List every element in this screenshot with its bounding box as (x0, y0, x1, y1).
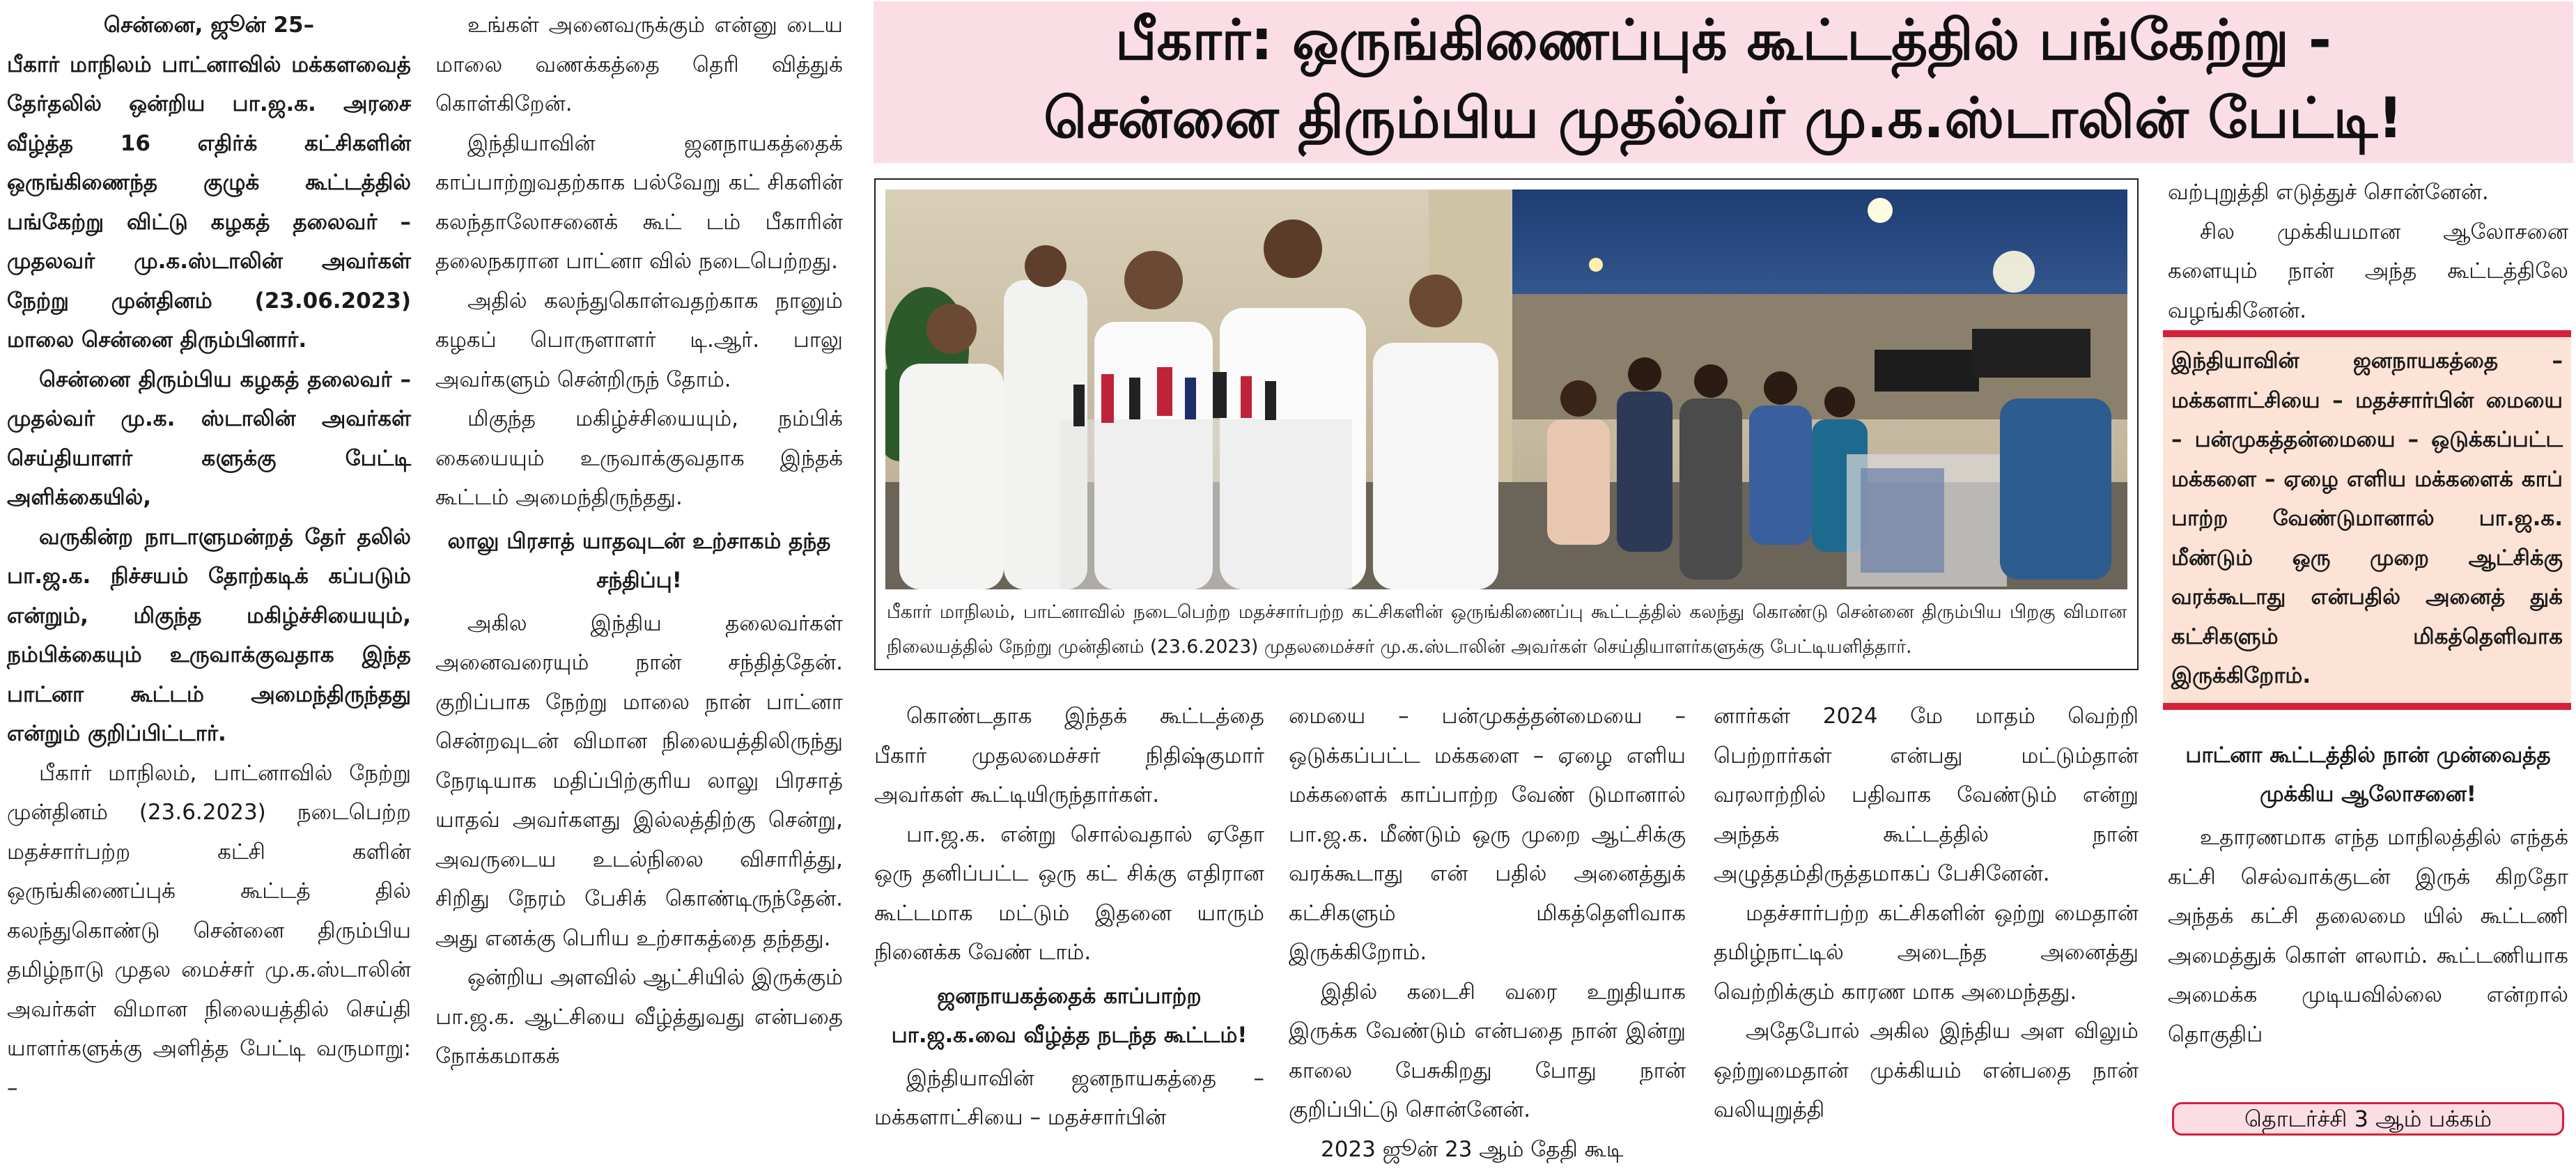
paragraph: ஒன்றிய அளவில் ஆட்சியில் இருக்கும் பா.ஜ.க. ஆட்சியை வீழ்த்துவது என்பதை நோக்கமாகக் (435, 958, 843, 1076)
paragraph: இந்தியாவின் ஜனநாயகத்தைக் காப்பாற்றுவதற்காக பல்வேறு கட் சிகளின் கலந்தாலோசனைக் கூட் டம் பீகாரின் தலைநகரான பாட்னா வில் நடைபெற்றது. (435, 124, 843, 281)
photo-caption: பீகார் மாநிலம், பாட்னாவில் நடைபெற்ற மதச்சார்பற்ற கட்சிகளின் ஒருங்கிணைப்பு கூட்டத்தில் கலந்து கொண்டு சென்னை திரும்பிய பிறகு விமான நிலையத்தில் நேற்று முன்தினம் (23.6.2023) முதலமைச்சர் மு.க.ஸ்டாலின் அவர்கள் செய்தியாளர்களுக்கு பேட்டியளித்தார். (887, 595, 2127, 665)
article-column-6 (2168, 173, 2568, 330)
paragraph: இந்தியாவின் ஜனநாயகத்தை – மக்களாட்சியை – மதச்சார்பின் (874, 1059, 1264, 1138)
dateline: சென்னை, ஜூன் 25– (7, 6, 411, 45)
press-conference-photo (885, 189, 2127, 589)
headline-banner (874, 1, 2573, 163)
article-column-2 (435, 6, 843, 1076)
pull-quote: இந்தியாவின் ஜனநாயகத்தை – மக்களாட்சியை – மதச்சார்பின் மையை – பன்முகத்தன்மையை – ஒடுக்கப்பட்ட மக்களை – ஏழை எளிய மக்களைக் காப் பாற்ற வேண்டுமானால் பா.ஜ.க. மீண்டும் ஒரு முறை ஆட்சிக்கு வரக்கூடாது என்பதில் அனைத் துக் கட்சிகளும் மிகத்தெளிவாக இருக்கிறோம். (2171, 341, 2563, 696)
lead-paragraph: பீகார் மாநிலம் பாட்னாவில் மக்களவைத் தேர்தலில் ஒன்றிய பா.ஜ.க. அரசை வீழ்த்த 16 எதிர்க் கட்சிகளின் ஒருங்கிணைந்த குழுக் கூட்டத்தில் பங்கேற்று விட்டு கழகத் தலைவர் – முதலவர் மு.க.ஸ்டாலின் அவர்கள் நேற்று முன்தினம் (23.06.2023) மாலை சென்னை திரும்பினார். (7, 45, 411, 360)
subheading: ஜனநாயகத்தைக் காப்பாற்ற பா.ஜ.க.வை வீழ்த்த நடந்த கூட்டம்! (874, 977, 1264, 1055)
paragraph: உதாரணமாக எந்த மாநிலத்தில் எந்தக் கட்சி செல்வாக்குடன் இருக் கிறதோ அந்தக் கட்சி தலைமை யில் கூட்டணி அமைத்துக் கொள் ளலாம். கூட்டணியாக அமைக்க முடியவில்லை என்றால் தொகுதிப் (2168, 818, 2568, 1054)
pull-quote-box (2163, 330, 2571, 710)
paragraph: வருகின்ற நாடாளுமன்றத் தேர் தலில் பா.ஜ.க. நிச்சயம் தோற்கடிக் கப்படும் என்றும், மிகுந்த மகிழ்ச்சியையும், நம்பிக்கையும் உருவாக்குவதாக இந்த பாட்னா கூட்டம் அமைந்திருந்தது என்றும் குறிப்பிட்டார். (7, 518, 411, 754)
paragraph: சில முக்கியமான ஆலோசனை களையும் நான் அந்த கூட்டத்திலே வழங்கினேன். (2168, 212, 2568, 331)
paragraph: மிகுந்த மகிழ்ச்சியையும், நம்பிக் கையையும் உருவாக்குவதாக இந்தக் கூட்டம் அமைந்திருந்தது. (435, 399, 843, 518)
paragraph: வற்புறுத்தி எடுத்துச் சொன்னேன். (2168, 173, 2568, 212)
paragraph: மையை – பன்முகத்தன்மையை – ஒடுக்கப்பட்ட மக்களை – ஏழை எளிய மக்களைக் காப்பாற்ற வேண் டுமானால் பா.ஜ.க. மீண்டும் ஒரு முறை ஆட்சிக்கு வரக்கூடாது என் பதில் அனைத்துக் கட்சிகளும் மிகத்தெளிவாக இருக்கிறோம். (1289, 697, 1686, 973)
article-column-5 (1714, 697, 2139, 1130)
paragraph: அகில இந்திய தலைவர்கள் அனைவரையும் நான் சந்தித்தேன். குறிப்பாக நேற்று மாலை நான் பாட்னா சென்றவுடன் விமான நிலையத்திலிருந்து நேரடியாக மதிப்பிற்குரிய லாலு பிரசாத் யாதவ் அவர்களது இல்லத்திற்கு சென்று, அவருடைய உடல்நிலை விசாரித்து, சிறிது நேரம் பேசிக் கொண்டிருந்தேன். அது எனக்கு பெரிய உற்சாகத்தை தந்தது. (435, 604, 843, 959)
paragraph: அதில் கலந்துகொள்வதற்காக நானும் கழகப் பொருளாளர் டி.ஆர். பாலு அவர்களும் சென்றிருந் தோம். (435, 281, 843, 400)
paragraph: மதச்சார்பற்ற கட்சிகளின் ஒற்று மைதான் தமிழ்நாட்டில் அடைந்த அனைத்து வெற்றிக்கும் காரண மாக அமைந்தது. (1714, 894, 2139, 1012)
paragraph: கொண்டதாக இந்தக் கூட்டத்தை பீகார் முதலமைச்சர் நிதிஷ்குமார் அவர்கள் கூட்டியிருந்தார்கள். (874, 697, 1264, 815)
article-column-1 (7, 6, 411, 1108)
article-column-6-lower (2168, 731, 2568, 1054)
subheading: லாலு பிரசாத் யாதவுடன் உற்சாகம் தந்த சந்திப்பு! (435, 522, 843, 600)
paragraph: இதில் கடைசி வரை உறுதியாக இருக்க வேண்டும் என்பதை நான் இன்று காலை பேசுகிறது போது நான் குறிப்பிட்டு சொன்னேன். (1289, 973, 1686, 1130)
paragraph: பீகார் மாநிலம், பாட்னாவில் நேற்று முன்தினம் (23.6.2023) நடைபெற்ற மதச்சார்பற்ற கட்சி களின் ஒருங்கிணைப்புக் கூட்டத் தில் கலந்துகொண்டு சென்னை திரும்பிய தமிழ்நாடு முதல மைச்சர் மு.க.ஸ்டாலின் அவர்கள் விமான நிலையத்தில் செய்தி யாளர்களுக்கு அளித்த பேட்டி வருமாறு: – (7, 754, 411, 1108)
paragraph: உங்கள் அனைவருக்கும் என்னு டைய மாலை வணக்கத்தை தெரி வித்துக் கொள்கிறேன். (435, 6, 843, 124)
paragraph: னார்கள் 2024 மே மாதம் வெற்றி பெற்றார்கள் என்பது மட்டும்தான் வரலாற்றில் பதிவாக வேண்டும் என்று அந்தக் கூட்டத்தில் நான் அழுத்தம்திருத்தமாகப் பேசினேன். (1714, 697, 2139, 894)
paragraph: 2023 ஜூன் 23 ஆம் தேதி கூடி (1289, 1130, 1686, 1169)
article-column-4 (1289, 697, 1686, 1169)
paragraph: அதேபோல் அகில இந்திய அள விலும் ஒற்றுமைதான் முக்கியம் என்பதை நான் வலியுறுத்தி (1714, 1012, 2139, 1130)
news-photo-frame (874, 178, 2139, 670)
subheading: பாட்னா கூட்டத்தில் நான் முன்வைத்த முக்கிய ஆலோசனை! (2168, 736, 2568, 814)
headline-line-1: பீகார்: ஒருங்கிணைப்புக் கூட்டத்தில் பங்கேற்று - (874, 1, 2573, 79)
article-column-3 (874, 697, 1264, 1138)
paragraph: சென்னை திரும்பிய கழகத் தலைவர் – முதல்வர் மு.க. ஸ்டாலின் அவர்கள் செய்தியாளர் களுக்கு பேட்டி அளிக்கையில், (7, 360, 411, 518)
continued-on-page-3: தொடர்ச்சி 3 ஆம் பக்கம் (2172, 1102, 2564, 1136)
paragraph: பா.ஜ.க. என்று சொல்வதால் ஏதோ ஒரு தனிப்பட்ட ஒரு கட் சிக்கு எதிரான கூட்டமாக மட்டும் இதனை யாரும் நினைக்க வேண் டாம். (874, 815, 1264, 973)
headline-line-2: சென்னை திரும்பிய முதல்வர் மு.க.ஸ்டாலின் பேட்டி! (874, 79, 2573, 157)
